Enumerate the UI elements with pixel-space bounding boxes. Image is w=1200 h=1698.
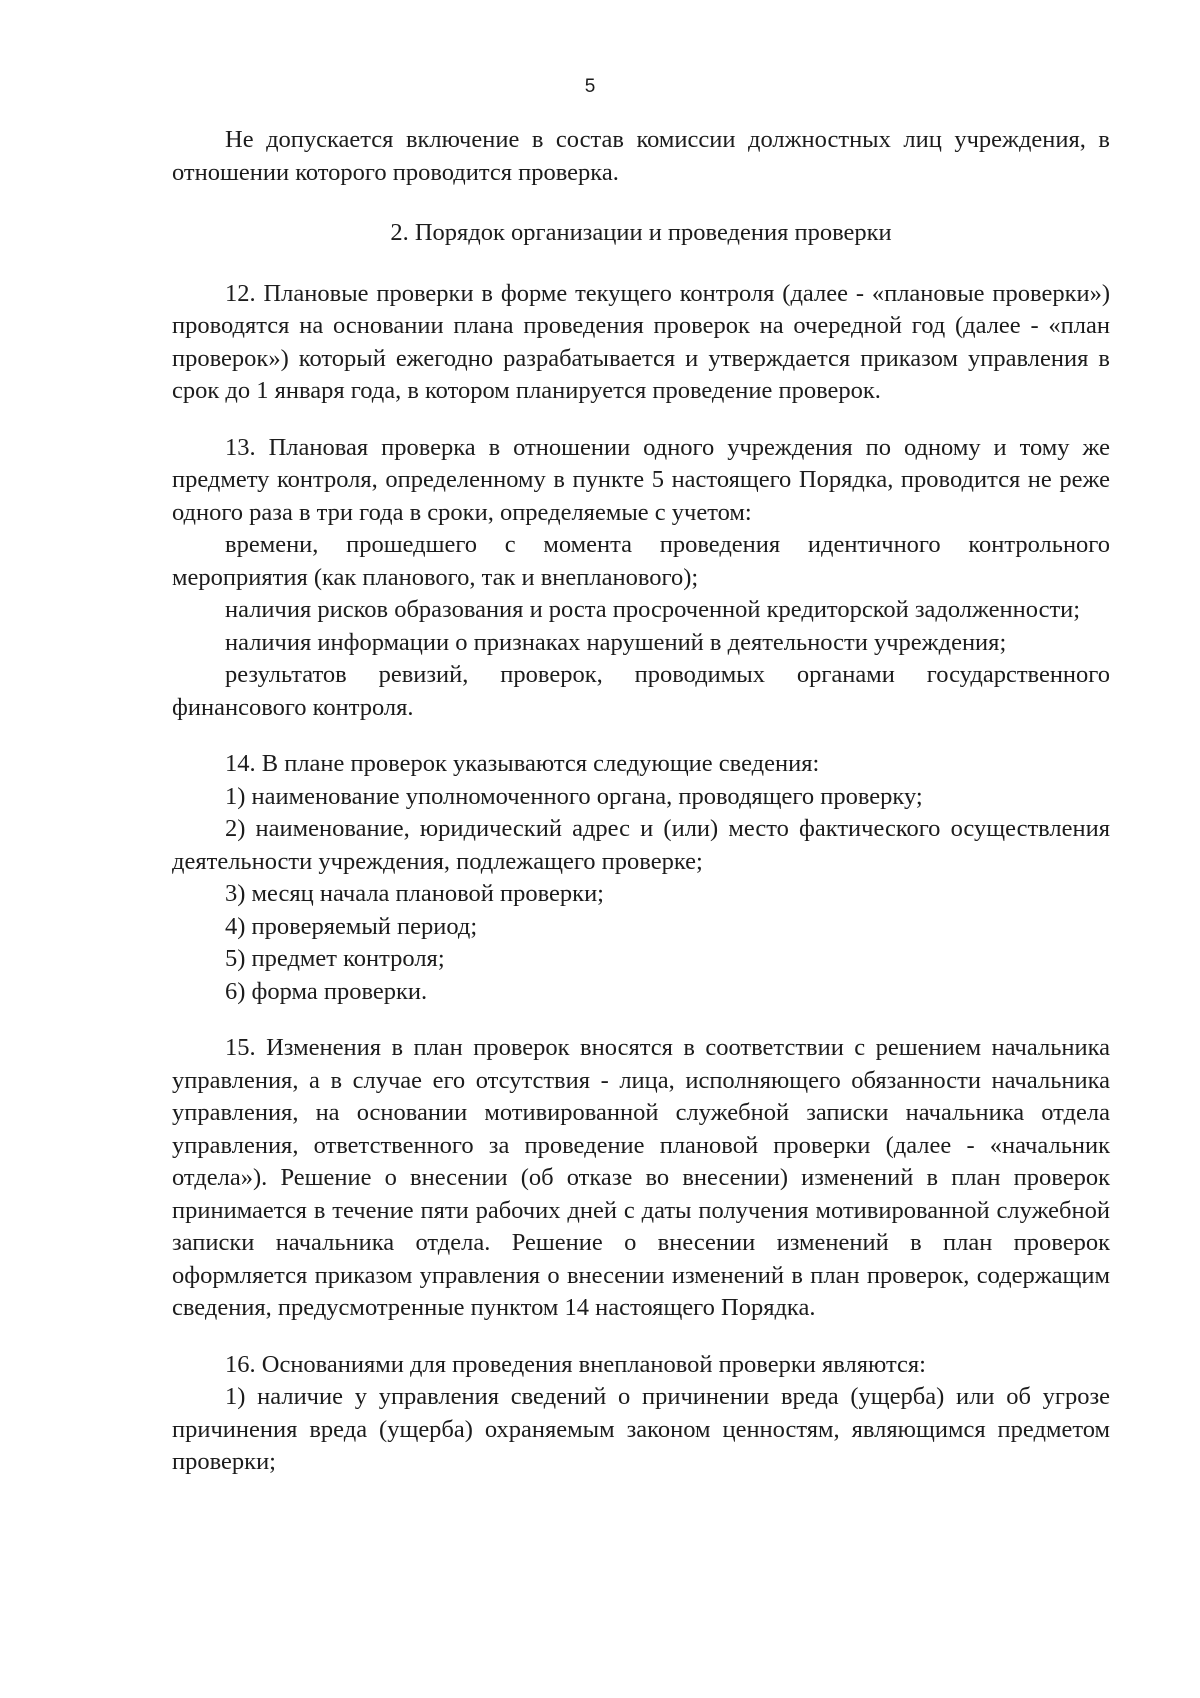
paragraph-16: 16. Основаниями для проведения внеплановой проверки являются:	[225, 1350, 926, 1378]
paragraph-15: 15. Изменения в план проверок вносятся в соответствии с решением начальника управления, а в случае его отсутствия - лица, исполняющего обязанности начальника управления, на основании мотивированной служебной записки начальника отдела управления, ответственного за проведение плановой проверки (далее - «начальник отдела»). Решение о внесении (об отказе во внесении) изменений в план проверок принимается в течение пяти рабочих дней с даты получения мотивированной служебной записки начальника отдела. Решение о внесении изменений в план проверок оформляется приказом управления о внесении изменений в план проверок, содержащим сведения, предусмотренные пунктом 14 настоящего Порядка.	[172, 1034, 1110, 1321]
paragraph-13-item: результатов ревизий, проверок, проводимых органами государственного финансового контроля.	[172, 661, 1110, 721]
paragraph-14: 14. В плане проверок указываются следующие сведения:	[225, 750, 820, 777]
paragraph-13-item: времени, прошедшего с момента проведения идентичного контрольного мероприятия (как планового, так и внепланового);	[172, 531, 1110, 591]
paragraph-14-item: 1) наименование уполномоченного органа, проводящего проверку;	[225, 782, 923, 810]
paragraph-14-item: 4) проверяемый период;	[225, 912, 478, 940]
paragraph-12: 12. Плановые проверки в форме текущего контроля (далее - «плановые проверки») проводятся на основании плана проведения проверок на очередной год (далее - «план проверок») который ежегодно разрабатывается и утверждается приказом управления в срок до 1 января года, в котором планируется проведение проверок.	[172, 279, 1110, 404]
paragraph-14-item: 5) предмет контроля;	[225, 945, 445, 972]
paragraph-14-item: 3) месяц начала плановой проверки;	[225, 880, 604, 907]
paragraph-intro: Не допускается включение в состав комиссии должностных лиц учреждения, в отношении которого проводится проверка.	[172, 126, 1110, 186]
paragraph-13-item: наличия информации о признаках нарушений в деятельности учреждения;	[225, 628, 1007, 656]
paragraph-13-item: наличия рисков образования и роста просроченной кредиторской задолженности;	[225, 596, 1081, 623]
section-heading: 2. Порядок организации и проведения проверки	[390, 219, 892, 246]
paragraph-13: 13. Плановая проверка в отношении одного учреждения по одному и тому же предмету контроля, определенному в пункте 5 настоящего Порядка, проводится не реже одного раза в три года в сроки, определяемые с учетом:	[172, 433, 1110, 526]
paragraph-14-item: 6) форма проверки.	[225, 977, 428, 1005]
paragraph-16-item: 1) наличие у управления сведений о причинении вреда (ущерба) или об угрозе причинения вреда (ущерба) охраняемым законом ценностям, являющимся предметом проверки;	[172, 1383, 1110, 1475]
document-body	[172, 124, 1110, 1479]
page-number: 5	[584, 76, 596, 97]
paragraph-14-item: 2) наименование, юридический адрес и (или) место фактического осуществления деятельности учреждения, подлежащего проверке;	[172, 815, 1110, 875]
